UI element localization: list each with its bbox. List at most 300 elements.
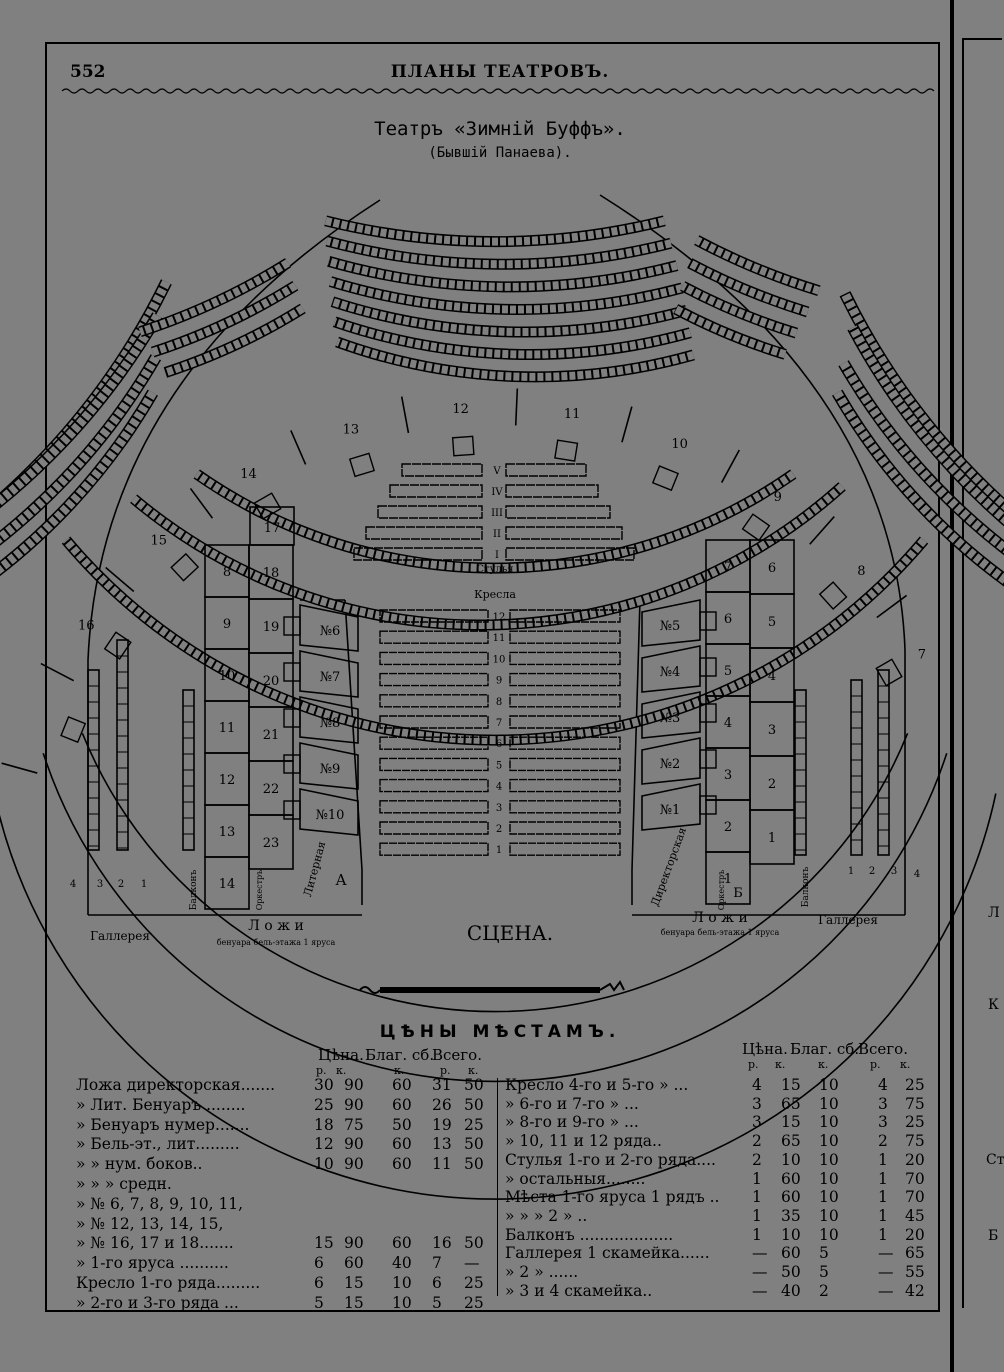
margin-letter: Л: [988, 905, 1000, 921]
benoir-box-right-anteroom: [700, 796, 716, 814]
price-value: 3: [752, 1094, 762, 1113]
belletage-anteroom: [453, 436, 474, 455]
unit-label: р.: [870, 1058, 881, 1071]
kresla-row-right: [510, 843, 620, 855]
price-value: 10: [819, 1206, 839, 1225]
total-header: Всего.: [432, 1046, 482, 1064]
price-value: 1: [878, 1169, 888, 1188]
stulya-row-left: [378, 506, 482, 518]
price-value: 10: [819, 1094, 839, 1113]
belletage-divider: [516, 388, 518, 425]
belletage-divider: [722, 450, 740, 483]
plan-subtitle: (Бывшій Панаева).: [428, 145, 572, 161]
gallery-row-cells: [326, 221, 665, 242]
unit-label: к.: [336, 1064, 347, 1077]
benoir-box-right-number: №2: [659, 757, 681, 772]
gallery-bench-number: 4: [69, 879, 77, 890]
box-left-outer-number: 22: [262, 782, 280, 797]
benoir-box-left-anteroom: [284, 663, 300, 681]
box-right-inner-number: 5: [723, 664, 733, 679]
balcony-caption: Балконъ: [189, 869, 199, 911]
stulya-row-number: II: [493, 529, 501, 540]
box-left-inner-number: 11: [218, 721, 236, 736]
kresla-label: Кресла: [474, 588, 516, 601]
benoir-box-left-anteroom: [284, 617, 300, 635]
kresla-row-right: [510, 652, 620, 664]
column-divider: [497, 1078, 498, 1296]
price-value: 20: [905, 1150, 925, 1169]
price-value: 18: [314, 1115, 334, 1134]
price-value: 1: [878, 1188, 888, 1207]
literary-box-label: А: [335, 871, 347, 889]
price-label: Кресло 1-го ряда.........: [76, 1274, 261, 1292]
price-value: 50: [464, 1095, 484, 1114]
box-left-inner-number: 8: [222, 565, 232, 580]
kresla-row-left: [380, 801, 488, 813]
price-value: 1: [878, 1225, 888, 1244]
stulya-row-left: [402, 464, 482, 476]
price-value: 60: [781, 1169, 801, 1188]
kresla-row-right: [510, 695, 620, 707]
kresla-row-number: 9: [495, 675, 503, 687]
price-value: 60: [781, 1188, 801, 1207]
price-value: 10: [392, 1274, 412, 1292]
upper-right-row-cells: [697, 240, 819, 291]
price-value: 60: [392, 1234, 412, 1253]
price-value: 4: [752, 1076, 762, 1094]
price-value: 5: [314, 1293, 324, 1312]
price-value: 10: [819, 1113, 839, 1132]
price-value: 7: [432, 1254, 442, 1273]
price-value: 15: [781, 1076, 801, 1094]
gallery-bench-number: 3: [890, 866, 898, 877]
box-right-inner-number: 7: [723, 560, 733, 575]
price-label: » № 6, 7, 8, 9, 10, 11,: [76, 1194, 244, 1213]
stulya-row-right: [506, 506, 610, 518]
box-left-outer-number: 23: [262, 836, 280, 851]
price-label: Ложа директорская.......: [76, 1076, 276, 1094]
belletage-divider: [291, 430, 306, 464]
price-value: 25: [464, 1274, 484, 1292]
kresla-row-number: 8: [495, 696, 503, 708]
benoir-box-left-anteroom: [284, 801, 300, 819]
benoir-box-left-anteroom: [284, 755, 300, 773]
price-value: 13: [432, 1135, 452, 1154]
belletage-anteroom: [61, 717, 85, 742]
kresla-row-number: 7: [495, 718, 503, 729]
belletage-box-number: 8: [857, 564, 866, 580]
price-value: 50: [781, 1263, 801, 1281]
price-value: 25: [905, 1113, 925, 1132]
belletage-box-number: 12: [452, 402, 469, 418]
stulya-row-number: III: [491, 508, 503, 519]
price-label: » № 12, 13, 14, 15,: [76, 1214, 224, 1233]
price-value: 90: [344, 1234, 364, 1253]
kresla-row-right: [510, 631, 620, 643]
price-value: 10: [314, 1155, 334, 1174]
kresla-row-right: [510, 801, 620, 813]
price-value: 25: [314, 1095, 334, 1114]
price-value: 6: [432, 1274, 442, 1292]
price-label: » » » 2 » ..: [505, 1206, 588, 1225]
price-value: —: [464, 1254, 480, 1273]
price-value: 50: [464, 1076, 484, 1094]
price-value: 6: [314, 1254, 324, 1273]
box-left-outer-number: 20: [262, 674, 280, 689]
price-value: —: [752, 1263, 768, 1281]
price-value: 60: [392, 1076, 412, 1094]
price-value: 12: [314, 1135, 334, 1154]
unit-label: к.: [468, 1064, 479, 1077]
price-value: 40: [392, 1254, 412, 1273]
charity-header: Благ. сб.: [365, 1046, 435, 1064]
price-value: 3: [878, 1113, 888, 1132]
box-left-inner-number: 10: [218, 669, 236, 684]
price-label: » 6-го и 7-го » ...: [505, 1094, 639, 1113]
price-label: » остальныя........: [505, 1169, 646, 1188]
unit-label: р.: [748, 1058, 759, 1071]
belletage-anteroom: [171, 554, 198, 581]
price-value: 60: [781, 1244, 801, 1263]
price-value: 1: [752, 1206, 762, 1225]
literary-box-caption: Литерная: [300, 839, 329, 899]
kresla-row-left: [380, 631, 488, 643]
kresla-row-left: [380, 822, 488, 834]
margin-letter: Б: [988, 1228, 999, 1244]
price-value: 10: [819, 1132, 839, 1151]
gallery-bench-number: 2: [868, 866, 876, 877]
belletage-divider: [402, 397, 409, 433]
belletage-divider: [2, 763, 38, 773]
price-label: Мѣста 1-го яруса 1 рядъ ..: [505, 1188, 720, 1207]
kresla-row-number: 11: [492, 633, 506, 645]
price-value: 75: [344, 1115, 364, 1134]
stulya-row-left: [366, 527, 482, 539]
price-value: 26: [432, 1095, 452, 1114]
price-value: 15: [314, 1234, 334, 1253]
price-value: 1: [752, 1225, 762, 1244]
gallery-label: Галлерея: [818, 913, 878, 927]
price-label: » 8-го и 9-го » ...: [505, 1113, 639, 1132]
price-label: Стулья 1-го и 2-го ряда....: [505, 1150, 716, 1169]
kresla-row-number: 3: [495, 802, 503, 814]
benoir-box-left-number: №10: [315, 808, 345, 823]
price-value: 65: [781, 1094, 801, 1113]
orchestra-caption: Оркестръ: [255, 869, 264, 911]
price-value: 25: [464, 1115, 484, 1134]
price-value: 16: [432, 1234, 452, 1253]
director-box-caption: Директорская: [648, 825, 690, 909]
price-value: 10: [819, 1150, 839, 1169]
kresla-row-number: 2: [495, 824, 503, 835]
stulya-row-number: IV: [491, 487, 503, 498]
price-value: 75: [905, 1094, 925, 1113]
loges-label: Л о ж и: [692, 910, 748, 926]
stulya-row-right: [506, 464, 586, 476]
price-label: » 2-го и 3-го ряда ...: [76, 1293, 239, 1312]
unit-label: к.: [775, 1058, 786, 1071]
kresla-row-number: 12: [492, 612, 506, 623]
box-number: 17: [263, 521, 281, 536]
gallery-bench-number: 3: [96, 879, 104, 890]
unit-label: к.: [818, 1058, 829, 1071]
balcony-caption: Балконъ: [801, 866, 811, 908]
price-value: 45: [905, 1206, 925, 1225]
unit-label: к.: [394, 1064, 405, 1077]
price-value: 10: [781, 1150, 801, 1169]
belletage-anteroom: [653, 466, 678, 490]
price-value: 50: [392, 1115, 412, 1134]
unit-label: р.: [440, 1064, 451, 1077]
prices-title: ЦѢНЫ МѢСТАМЪ.: [379, 1022, 621, 1042]
price-value: 25: [464, 1293, 484, 1312]
price-value: 55: [905, 1263, 925, 1281]
belletage-divider: [810, 517, 835, 545]
belletage-divider: [622, 407, 632, 443]
price-value: 60: [392, 1135, 412, 1154]
price-value: 90: [344, 1095, 364, 1114]
loges-label: Л о ж и: [248, 918, 304, 934]
kresla-row-left: [380, 695, 488, 707]
price-value: 10: [819, 1169, 839, 1188]
belletage-anteroom: [743, 514, 770, 540]
belletage-box-number: 10: [671, 436, 688, 452]
price-value: 11: [432, 1155, 452, 1174]
price-value: 19: [432, 1115, 452, 1134]
price-value: 1: [752, 1188, 762, 1207]
price-label: » 2 » ......: [505, 1263, 579, 1281]
price-value: 60: [392, 1155, 412, 1174]
price-header: Цѣна.: [742, 1040, 788, 1058]
plan-title: Театръ «Зимній Буффъ».: [374, 118, 626, 140]
price-label: » 3 и 4 скамейка..: [505, 1281, 653, 1300]
benoir-box-right-anteroom: [700, 658, 716, 676]
belletage-divider: [41, 664, 74, 681]
price-value: 40: [781, 1281, 801, 1300]
price-value: 90: [344, 1076, 364, 1094]
loges-sublabel: бенуара бель-этажа 1 яруса: [660, 928, 780, 937]
stage-label: СЦЕНА.: [466, 921, 554, 945]
box-left-inner-number: 12: [218, 773, 236, 788]
price-value: —: [752, 1281, 768, 1300]
unit-label: к.: [900, 1058, 911, 1071]
benoir-box-right-anteroom: [700, 612, 716, 630]
kresla-row-number: 4: [495, 781, 503, 793]
kresla-row-right: [510, 674, 620, 686]
benoir-box-left-number: №7: [319, 670, 341, 685]
benoir-box-left-number: №6: [319, 624, 341, 639]
decorative-separator: [350, 975, 630, 1005]
benoir-box-right-anteroom: [700, 704, 716, 722]
margin-letter: К: [988, 997, 999, 1013]
box-right-inner-number: 2: [723, 820, 733, 835]
kresla-row-left: [380, 758, 488, 770]
price-value: 65: [905, 1244, 925, 1263]
running-head: ПЛАНЫ ТЕАТРОВЪ.: [390, 62, 610, 82]
price-label: Галлерея 1 скамейка......: [505, 1244, 710, 1263]
box-left-inner-number: 14: [218, 877, 236, 892]
price-header: Цѣна.: [318, 1046, 364, 1064]
right-gallery-column: [851, 680, 862, 855]
box-right-outer-number: 4: [767, 669, 777, 684]
price-value: 60: [392, 1095, 412, 1114]
price-value: 6: [314, 1274, 324, 1292]
belletage-divider: [190, 488, 212, 518]
price-value: 15: [781, 1113, 801, 1132]
belletage-box-number: 9: [773, 490, 782, 506]
price-value: 2: [752, 1132, 762, 1151]
right-gallery-column: [878, 670, 889, 855]
gallery-bench-number: 1: [140, 879, 148, 890]
page-number: 552: [70, 62, 106, 82]
kresla-row-left: [380, 843, 488, 855]
price-value: 65: [781, 1132, 801, 1151]
price-value: 5: [432, 1293, 442, 1312]
price-value: 15: [344, 1293, 364, 1312]
kresla-row-number: 1: [495, 845, 503, 857]
price-label: » 1-го яруса ..........: [76, 1254, 229, 1273]
box-right-inner-number: 6: [723, 612, 733, 627]
price-value: 1: [878, 1206, 888, 1225]
price-value: 50: [464, 1135, 484, 1154]
price-label: » 10, 11 и 12 ряда..: [505, 1132, 662, 1151]
price-label: » Бенуаръ нумер.......: [76, 1115, 250, 1134]
price-label: Кресло 4-го и 5-го » ...: [505, 1076, 689, 1094]
right-balcony-column: [795, 690, 806, 855]
price-value: 31: [432, 1076, 452, 1094]
price-label: » Лит. Бенуаръ ........: [76, 1095, 246, 1114]
price-value: —: [752, 1244, 768, 1263]
stulya-label: Стулья: [476, 564, 514, 575]
box-right-inner-number: 4: [723, 716, 733, 731]
charity-header: Благ. сб.: [790, 1040, 860, 1058]
stulya-row-number: V: [493, 466, 501, 477]
gallery-bench-number: 1: [847, 866, 855, 877]
orchestra-caption: Оркестръ: [717, 869, 726, 911]
kresla-row-right: [510, 758, 620, 770]
price-value: 5: [819, 1263, 829, 1281]
price-value: 10: [392, 1293, 412, 1312]
benoir-box-left-anteroom: [284, 709, 300, 727]
kresla-row-right: [510, 822, 620, 834]
price-value: 10: [819, 1225, 839, 1244]
stulya-row-right: [506, 485, 598, 497]
benoir-box-left-number: №8: [319, 716, 341, 731]
price-value: 10: [819, 1188, 839, 1207]
total-header: Всего.: [858, 1040, 908, 1058]
kresla-row-number: 5: [495, 760, 503, 772]
belletage-anteroom: [555, 440, 578, 461]
box-right-inner-number: 3: [723, 768, 733, 783]
box-left-inner-number: 13: [218, 825, 236, 840]
price-value: 10: [781, 1225, 801, 1244]
price-value: 30: [314, 1076, 334, 1094]
benoir-box-right-number: №3: [659, 711, 681, 726]
price-value: 25: [905, 1076, 925, 1094]
box-right-outer-number: 3: [767, 723, 777, 738]
margin-letter: Ст: [986, 1152, 1004, 1168]
belletage-box-number: 15: [150, 533, 168, 549]
box-right-inner-number: 1: [723, 872, 733, 887]
price-value: 15: [344, 1274, 364, 1292]
gallery-bench-number: 4: [913, 869, 921, 880]
stulya-row-number: I: [495, 550, 499, 561]
box-right-outer-number: 1: [767, 831, 777, 846]
kresla-row-left: [380, 652, 488, 664]
unit-label: р.: [316, 1064, 327, 1077]
price-value: —: [878, 1263, 894, 1281]
price-value: 50: [464, 1155, 484, 1174]
belletage-anteroom: [820, 582, 847, 609]
belletage-box-number: 11: [563, 407, 581, 423]
price-value: 75: [905, 1132, 925, 1151]
benoir-box-right-number: №1: [659, 803, 681, 818]
price-value: 42: [905, 1281, 925, 1300]
box-left-outer-number: 18: [262, 566, 280, 581]
price-value: 35: [781, 1206, 801, 1225]
belletage-box-number: 7: [917, 647, 927, 663]
price-value: 3: [878, 1094, 888, 1113]
box-left-outer-number: 21: [262, 728, 280, 743]
benoir-box-left-number: №9: [319, 762, 341, 777]
price-label: » » » средн.: [76, 1175, 172, 1193]
price-label: » » нум. боков..: [76, 1155, 203, 1174]
kresla-row-left: [380, 674, 488, 686]
belletage-box-number: 13: [342, 422, 360, 438]
price-value: 10: [819, 1076, 839, 1094]
price-value: 3: [752, 1113, 762, 1132]
kresla-row-number: 6: [495, 739, 503, 751]
gallery-bench-number: 2: [117, 879, 125, 890]
price-value: 20: [905, 1225, 925, 1244]
price-value: 4: [878, 1076, 888, 1094]
stulya-row-right: [506, 527, 622, 539]
benoir-box-right-number: №4: [659, 665, 681, 680]
price-value: 90: [344, 1135, 364, 1154]
price-value: 1: [752, 1169, 762, 1188]
box-right-outer-number: 2: [767, 777, 777, 792]
belletage-anteroom: [350, 453, 374, 476]
price-label: Балконъ ...................: [505, 1225, 674, 1244]
box-right-outer-number: 6: [767, 561, 777, 576]
loges-sublabel: бенуара бель-этажа 1 яруса: [216, 938, 336, 947]
price-value: —: [878, 1281, 894, 1300]
price-value: 1: [878, 1150, 888, 1169]
benoir-box-right-anteroom: [700, 750, 716, 768]
price-value: 70: [905, 1188, 925, 1207]
price-value: 2: [752, 1150, 762, 1169]
kresla-row-number: 10: [492, 654, 506, 666]
price-value: 60: [344, 1254, 364, 1273]
price-value: 2: [819, 1281, 829, 1300]
benoir-box-right-number: №5: [659, 619, 681, 634]
price-value: —: [878, 1244, 894, 1263]
price-value: 2: [878, 1132, 888, 1151]
price-label: » Бель-эт., лит.........: [76, 1135, 240, 1154]
literary-box-label: Б: [733, 886, 743, 901]
box-left-inner-number: 9: [222, 617, 232, 632]
gallery-label: Галлерея: [90, 929, 150, 943]
stulya-row-left: [390, 485, 482, 497]
belletage-box-number: 14: [240, 467, 257, 483]
box-right-outer-number: 5: [767, 615, 777, 630]
price-value: 90: [344, 1155, 364, 1174]
price-label: » № 16, 17 и 18.......: [76, 1234, 234, 1253]
price-value: 70: [905, 1169, 925, 1188]
kresla-row-left: [380, 780, 488, 792]
price-value: 5: [819, 1244, 829, 1263]
belletage-box-number: 16: [78, 618, 95, 634]
